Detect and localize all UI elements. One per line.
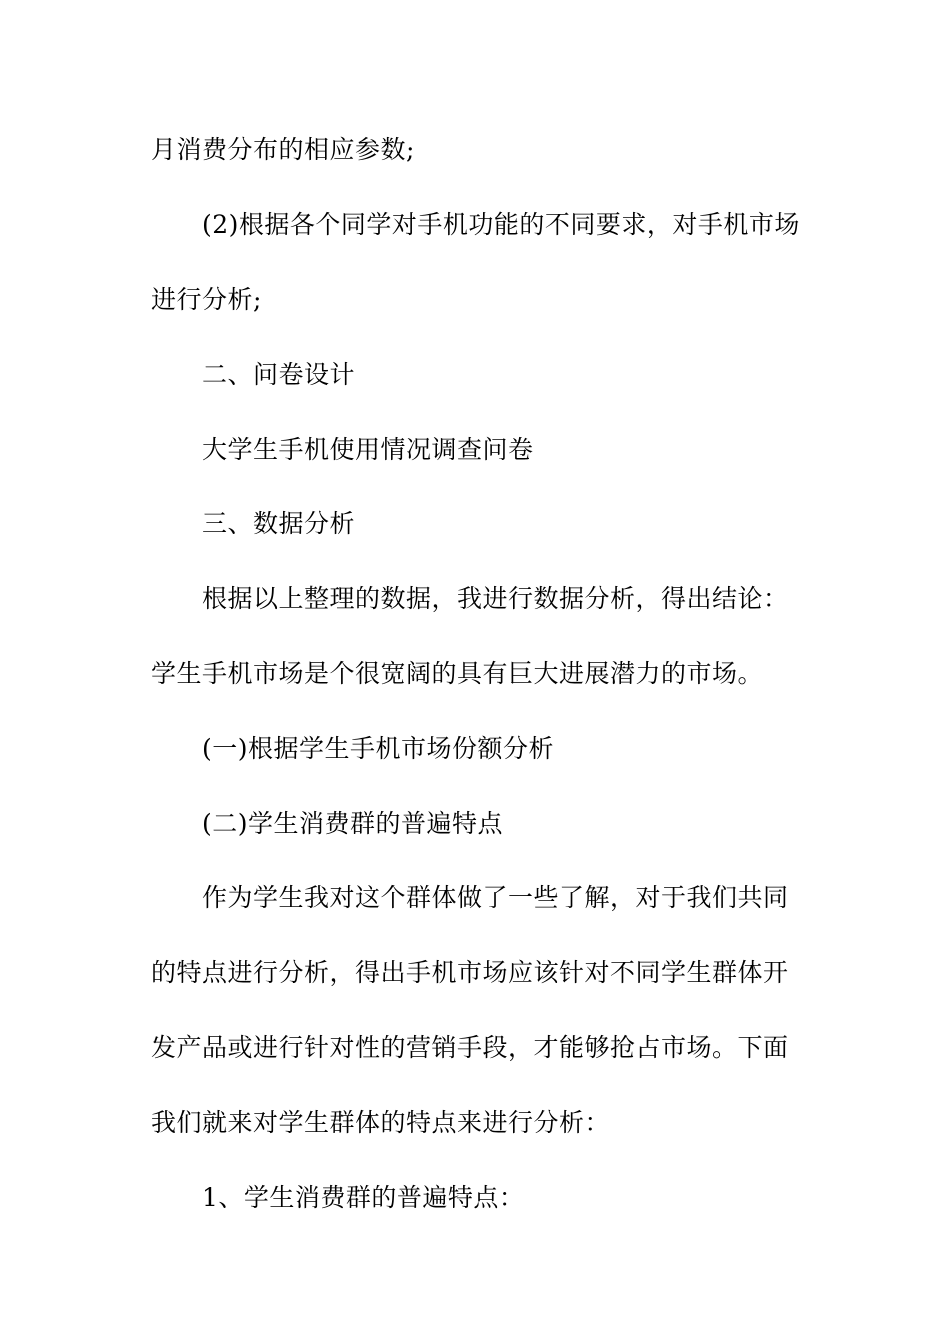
- paragraph-line: 发产品或进行针对性的营销手段，才能够抢占市场。下面: [151, 1033, 789, 1062]
- list-item-heading: 1、学生消费群的普遍特点：: [202, 1183, 525, 1212]
- paragraph-line: 学生手机市场是个很宽阔的具有巨大进展潜力的市场。: [151, 659, 764, 688]
- subsection-heading: (一)根据学生手机市场份额分析: [202, 734, 555, 763]
- paragraph-line: 我们就来对学生群体的特点来进行分析：: [151, 1108, 611, 1137]
- paragraph-line: 大学生手机使用情况调查问卷: [202, 435, 534, 464]
- paragraph-line: (2)根据各个同学对手机功能的不同要求，对手机市场: [202, 210, 800, 239]
- paragraph-line: 根据以上整理的数据，我进行数据分析，得出结论：: [202, 584, 789, 613]
- paragraph-line: 作为学生我对这个群体做了一些了解，对于我们共同: [202, 883, 789, 912]
- section-heading: 二、问卷设计: [202, 360, 356, 389]
- subsection-heading: (二)学生消费群的普遍特点: [202, 809, 504, 838]
- paragraph-line: 月消费分布的相应参数;: [151, 135, 415, 164]
- paragraph-line: 的特点进行分析，得出手机市场应该针对不同学生群体开: [151, 958, 789, 987]
- section-heading: 三、数据分析: [202, 509, 356, 538]
- paragraph-line: 进行分析;: [151, 285, 262, 314]
